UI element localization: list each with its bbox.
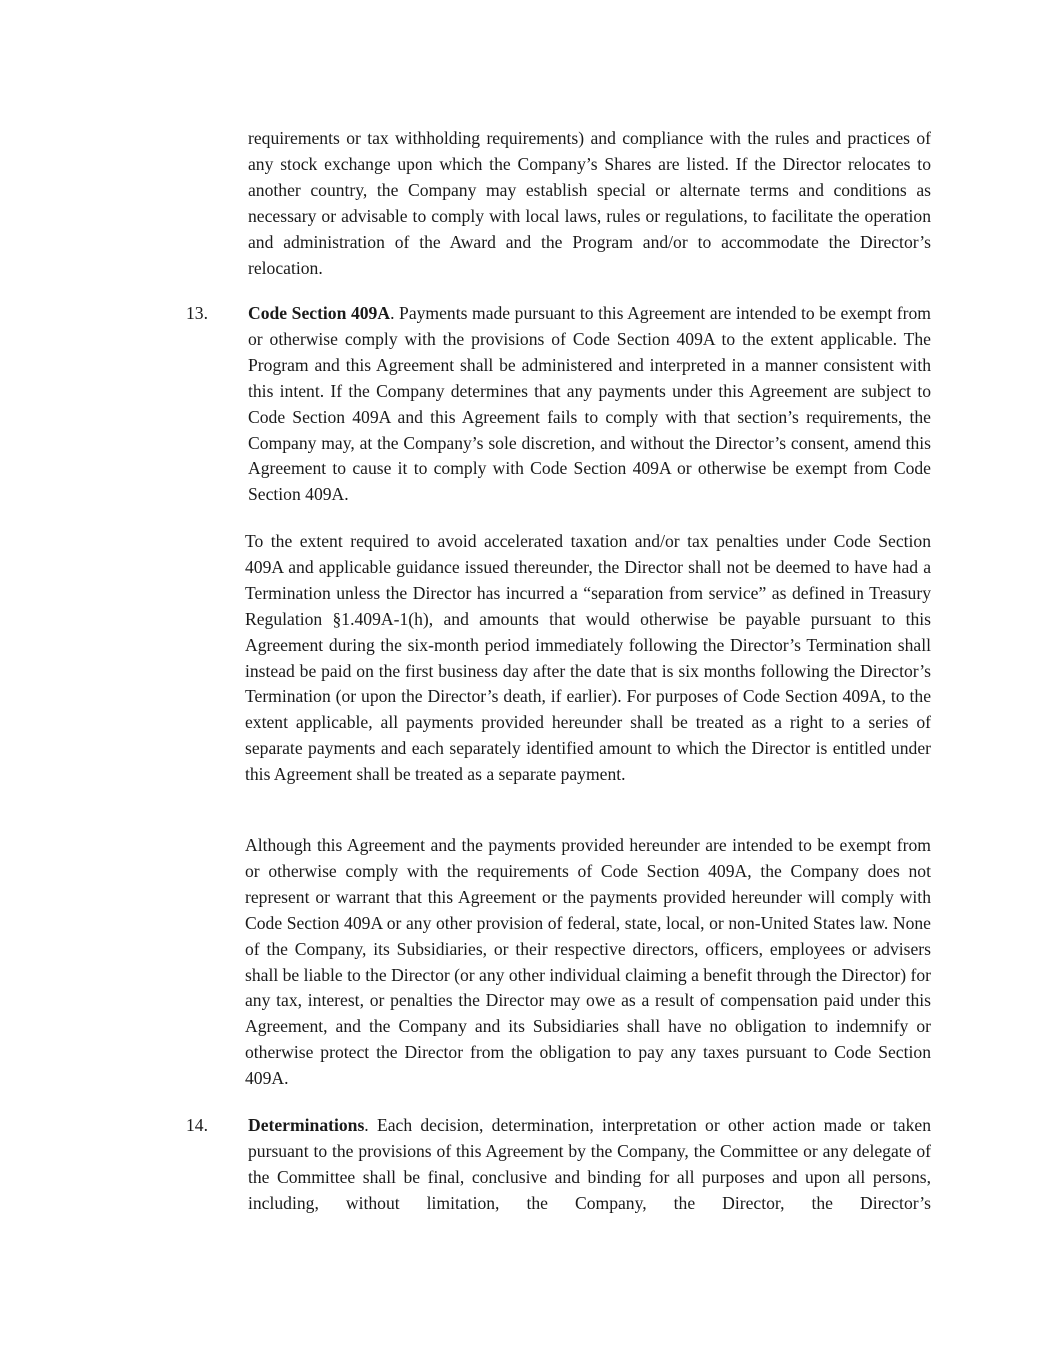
section-heading: Determinations [248,1115,365,1135]
section-14-paragraph [248,1113,931,1217]
section-13-paragraph [248,301,931,508]
section-number: 13. [186,303,208,323]
section-heading-punctuation: . [390,303,395,323]
section-number: 14. [186,1115,208,1135]
section-13-sub-paragraph: To the extent required to avoid accelerated taxation and/or tax penalties under Code Section 409A and applicable guidance issued thereunder, the Director shall not be deemed to have had a Termination unless the Director has incurred a “separation from service” as defined in Treasury Regulation §1.409A-1(h), and amounts that would otherwise be payable pursuant to this Agreement during the six-month period immediately following the Director’s Termination shall instead be paid on the first business day after the date that is six months following the Director’s Termination (or upon the Director’s death, if earlier). For purposes of Code Section 409A, to the extent applicable, all payments provided hereunder shall be treated as a right to a series of separate payments and each separately identified amount to which the Director is entitled under this Agreement shall be treated as a separate payment. [245,531,931,785]
continuation-paragraph: requirements or tax withholding requirements) and compliance with the rules and practices of any stock exchange upon which the Company’s Shares are listed. If the Director relocates to another country, the Company may establish special or alternate terms and conditions as necessary or advisable to comply with local laws, rules or regulations, to facilitate the operation and administration of the Award and the Program and/or to accommodate the Director’s relocation. [248,128,931,278]
section-body-text: Payments made pursuant to this Agreement are intended to be exempt from or otherwise comply with the provisions of Code Section 409A to the extent applicable. The Program and this Agreement shall be administered and interpreted in a manner consistent with this intent. If the Company determines that any payments under this Agreement are subject to Code Section 409A and this Agreement fails to comply with that section’s requirements, the Company may, at the Company’s sole discretion, and without the Director’s consent, amend this Agreement to cause it to comply with Code Section 409A or otherwise be exempt from Code Section 409A. [248,303,931,505]
section-13-sub-paragraph: Although this Agreement and the payments provided hereunder are intended to be exempt from or otherwise comply with the requirements of Code Section 409A, the Company does not represent or warrant that this Agreement or the payments provided hereunder will comply with Code Section 409A or any other provision of federal, state, local, or non-United States law. None of the Company, its Subsidiaries, or their respective directors, officers, employees or advisers shall be liable to the Director (or any other individual claiming a benefit through the Director) for any tax, interest, or penalties the Director may owe as a result of compensation paid under this Agreement, and the Company and its Subsidiaries shall have no obligation to indemnify or otherwise protect the Director from the obligation to pay any taxes pursuant to Code Section 409A. [245,835,931,1089]
section-body-text: Each decision, determination, interpretation or other action made or taken pursuant to the provisions of this Agreement by the Company, the Committee or any delegate of the Committee shall be final, conclusive and binding for all purposes and upon all persons, including, without limitation, the Company, the Director, the Director’s [248,1115,931,1213]
section-heading-punctuation: . [364,1115,369,1135]
section-heading: Code Section 409A [248,303,391,323]
